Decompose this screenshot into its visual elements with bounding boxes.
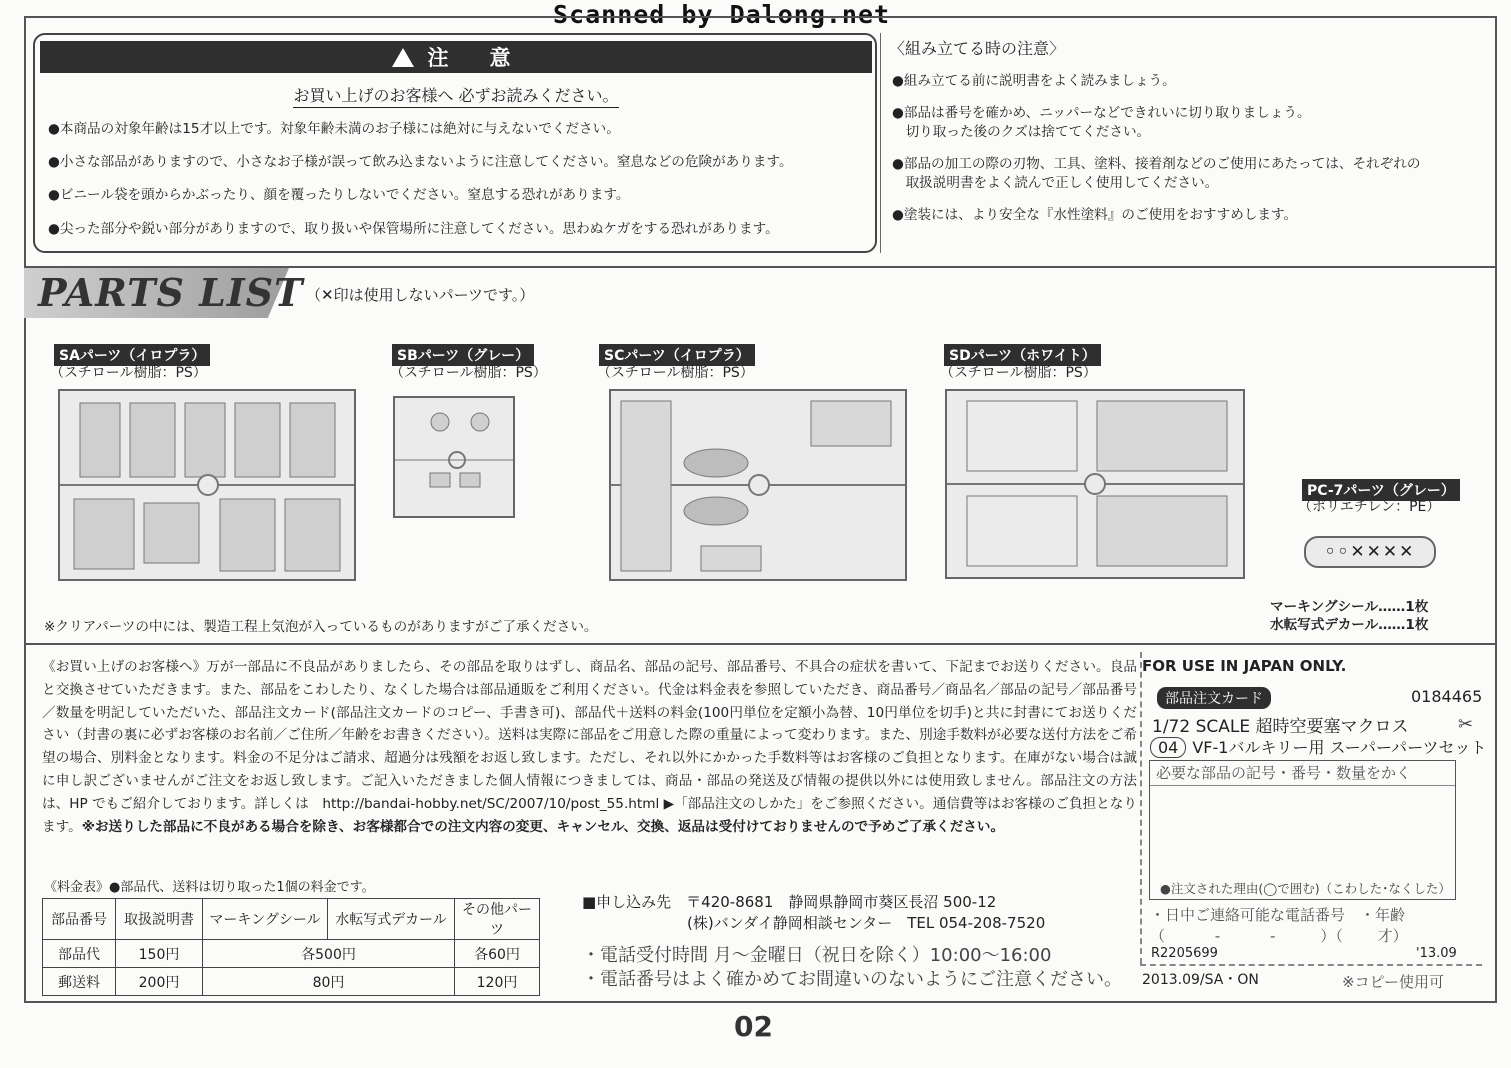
runner-sa-drawing bbox=[60, 391, 354, 579]
divider bbox=[880, 33, 881, 253]
fee-cell: 150円 bbox=[116, 940, 203, 968]
product-scale: 1/72 SCALE 超時空要塞マクロス bbox=[1152, 717, 1409, 737]
runner-sc-drawing bbox=[611, 391, 905, 579]
fee-header: その他パーツ bbox=[455, 899, 540, 940]
card-code: R2205699 bbox=[1151, 946, 1218, 961]
order-card-number: 0184465 bbox=[1411, 687, 1483, 706]
runner-label-pc7: PC-7パーツ（グレー） bbox=[1302, 479, 1460, 501]
runner-sc-diagram bbox=[609, 389, 907, 581]
runner-material-sb: （スチロール樹脂：PS） bbox=[390, 365, 547, 381]
copy-permitted: ※コピー使用可 bbox=[1342, 973, 1444, 991]
divider bbox=[24, 643, 1497, 645]
publication-date: 2013.09/SA・ON bbox=[1142, 972, 1259, 988]
decal-count: 水転写式デカール……1枚 bbox=[1270, 617, 1429, 633]
fee-header: マーキングシール bbox=[203, 899, 328, 940]
warning-icon bbox=[392, 48, 414, 67]
fee-cell: 200円 bbox=[116, 968, 203, 996]
fee-table-title: 《料金表》●部品代、送料は切り取った1個の料金です。 bbox=[44, 880, 375, 895]
parts-list-title: PARTS LIST bbox=[38, 270, 304, 315]
fee-header: 取扱説明書 bbox=[116, 899, 203, 940]
order-reason: ●注文された理由(◯で囲む)（こわした･なくした） bbox=[1160, 881, 1451, 896]
fee-row-label: 郵送料 bbox=[43, 968, 116, 996]
page-number: 02 bbox=[734, 1010, 773, 1043]
runner-sd-drawing bbox=[947, 391, 1243, 577]
contact-fields[interactable]: ・日中ご連絡可能な電話番号 ・年齢 （ - - ）（ 才） bbox=[1150, 906, 1408, 945]
assembly-item: ●部品の加工の際の刃物、工具、塗料、接着剤などのご使用にあたっては、それぞれの 取扱説明書をよく読んで正しく使用してください。 bbox=[892, 156, 1421, 191]
card-date: '13.09 bbox=[1416, 946, 1457, 961]
runner-material-pc7: （ポリエチレン：PE） bbox=[1298, 499, 1441, 515]
cut-line bbox=[1140, 652, 1143, 964]
caution-item: ●本商品の対象年齢は15才以上です。対象年齢未満のお子様には絶対に与えないでください。 bbox=[48, 121, 620, 137]
runner-label-sb: SBパーツ（グレー） bbox=[392, 344, 534, 366]
divider bbox=[24, 266, 1497, 268]
for-use-japan: FOR USE IN JAPAN ONLY. bbox=[1142, 657, 1347, 675]
cut-line bbox=[1140, 964, 1482, 967]
runner-label-sa: SAパーツ（イロプラ） bbox=[54, 344, 210, 366]
scanner-watermark: Scanned by Dalong.net bbox=[553, 0, 891, 29]
order-instructions: 《お買い上げのお客様へ》万が一部品に不良品がありましたら、その部品を取りはずし、商品名、部品の記号、部品番号、不具合の症状を書いて、下記までお送りください。良品と交換させていただきます。また、部品をこわしたり、なくした場合は部品通販をご利用ください。代金は料金表を参照していただき、商品番号／商品名／部品の記号／部品番号／数量を明記していただいた、部品注文カード(部品注文カードのコピー、手書き可)、部品代＋送料の料金(100円単位を定額小為替、10円単位を切手)と共に封書にてお送りください（封書の裏に必ずお客様のお名前／ご住所／年齢をお書きください）。送料は実際に部品をご用意した際の重量によって変わります。また、別途手数料が必要な送付方法をご希望の場合、別料金となります。料金の不足分はご請求、超過分は残額をお返し致します。ただし、それ以外にかかった手数料等はお客様のご負担となります。在庫がない場合は誠に申し訳ございませんがご注文をお返し致します。ご記入いただきました個人情報につきましては、商品・部品の発送及び情報の提供以外には使用致しません。部品注文の方法は、HP でもご紹介しております。詳しくは http://bandai-hobby.net/SC/2007/10/post_55.html ▶「部品注文のしかた」をご参照ください。通信費等はお客様のご負担となります。※お送りした部品に不良がある場合を除き、お客様都合での注文内容の変更、キャンセル、交換、返品は受付けておりませんので予めご了承ください。 bbox=[42, 659, 1137, 835]
fee-cell: 120円 bbox=[455, 968, 540, 996]
fee-cell: 80円 bbox=[203, 968, 455, 996]
application-address: ■申し込み先 〒420-8681 静岡県静岡市葵区長沼 500-12 (株)バンダイ静岡相談センター TEL 054-208-7520 bbox=[582, 893, 1046, 932]
caution-item: ●ビニール袋を頭からかぶったり、顔を覆ったりしないでください。窒息する恐れがあります。 bbox=[48, 187, 630, 203]
parts-list-note: （✕印は使用しないパーツです。） bbox=[306, 286, 535, 304]
runner-material-sa: （スチロール樹脂：PS） bbox=[50, 365, 207, 381]
assembly-title: 〈組み立てる時の注意〉 bbox=[889, 39, 1066, 58]
assembly-item: ●組み立てる前に説明書をよく読みましょう。 bbox=[892, 73, 1176, 89]
runner-label-sd: SDパーツ（ホワイト） bbox=[944, 344, 1101, 366]
order-card-label: 部品注文カード bbox=[1157, 687, 1271, 709]
runner-material-sc: （スチロール樹脂：PS） bbox=[597, 365, 754, 381]
fee-header: 部品番号 bbox=[43, 899, 116, 940]
assembly-item: ●塗装には、より安全な『水性塗料』のご使用をおすすめします。 bbox=[892, 207, 1298, 223]
caution-header bbox=[40, 41, 872, 73]
clear-parts-note: ※クリアパーツの中には、製造工程上気泡が入っているものがありますがご了承ください。 bbox=[44, 619, 598, 635]
caution-item: ●尖った部分や鋭い部分がありますので、取り扱いや保管場所に注意してください。思わぬケガをする恐れがあります。 bbox=[48, 221, 779, 237]
fee-header: 水転写式デカール bbox=[328, 899, 455, 940]
runner-pc7-diagram: ◦◦✕✕✕✕ bbox=[1304, 536, 1436, 568]
assembly-item: ●部品は番号を確かめ、ニッパーなどできれいに切り取りましょう。 切り取った後のクズは捨ててください。 bbox=[892, 105, 1311, 140]
caution-subtitle: お買い上げのお客様へ 必ずお読みください。 bbox=[40, 83, 872, 106]
fee-table bbox=[42, 898, 540, 996]
fee-row-label: 部品代 bbox=[43, 940, 116, 968]
fee-cell: 各60円 bbox=[455, 940, 540, 968]
fee-cell: 各500円 bbox=[203, 940, 455, 968]
caution-item: ●小さな部品がありますので、小さなお子様が誤って飲み込まないように注意してください。窒息などの危険があります。 bbox=[48, 154, 793, 170]
runner-sb-diagram bbox=[393, 396, 515, 518]
scissors-icon: ✂ bbox=[1458, 714, 1474, 735]
runner-material-sd: （スチロール樹脂：PS） bbox=[940, 365, 1097, 381]
runner-sb-drawing bbox=[395, 398, 513, 516]
runner-sa-diagram bbox=[58, 389, 356, 581]
parts-entry-heading: 必要な部品の記号・番号・数量をかく bbox=[1150, 762, 1455, 786]
marking-sticker-count: マーキングシール……1枚 bbox=[1270, 599, 1429, 615]
caution-title: 注 意 bbox=[427, 46, 521, 70]
runner-label-sc: SCパーツ（イロプラ） bbox=[599, 344, 755, 366]
product-name: 04 VF-1バルキリー用 スーパーパーツセット bbox=[1150, 735, 1487, 758]
runner-sd-diagram bbox=[945, 389, 1245, 579]
phone-info: ・電話受付時間 月〜金曜日（祝日を除く）10:00〜16:00 ・電話番号はよく確かめてお間違いのないようにご注意ください。 bbox=[582, 945, 1122, 990]
